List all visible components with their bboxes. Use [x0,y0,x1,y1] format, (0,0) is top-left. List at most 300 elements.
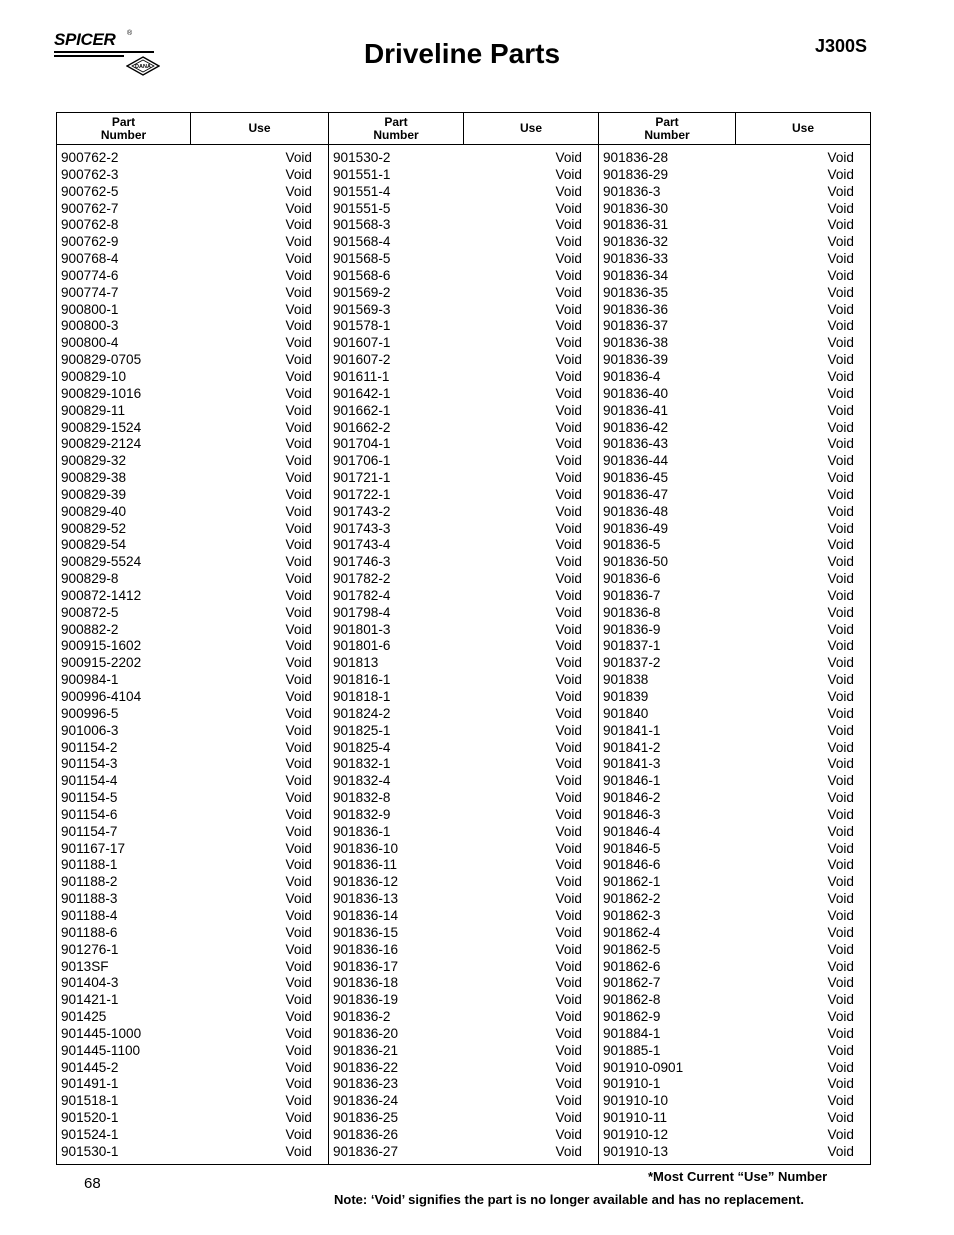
part-number-header: Part Number [329,113,464,145]
part-number-cell: 901743-2 [333,503,391,519]
use-cell: Void [555,284,582,300]
use-list [736,145,871,1164]
use-cell: Void [285,453,312,469]
page-title: Driveline Parts [363,38,561,69]
part-number-cell: 901825-4 [333,739,391,755]
part-number-cell: 900762-5 [61,183,119,199]
use-cell: Void [827,689,854,704]
use-cell: Void [827,537,854,553]
use-cell: Void [555,537,582,553]
part-number-cell: 901836-32 [603,234,669,250]
part-number-cell: 901862-5 [603,941,661,957]
dana-badge-text: DANA [135,64,151,70]
use-cell: Void [555,368,582,384]
part-number-cell: 900829-2124 [61,436,142,452]
part-number-cell: 900800-4 [61,335,119,351]
use-cell: Void [555,857,582,873]
use-cell: Void [827,1009,854,1025]
part-number-cell: 901840 [603,705,649,721]
use-cell: Void [285,318,312,334]
part-number-cell: 900829-52 [61,520,127,536]
part-number-cell: 901836-19 [333,992,399,1008]
use-cell: Void [285,301,312,317]
use-header: Use [191,113,329,145]
part-number-cell: 900829-40 [61,503,127,519]
use-cell: Void [555,470,582,486]
use-cell: Void [555,150,582,165]
part-number-cell: 901551-5 [333,200,391,216]
part-number-cell: 901832-1 [333,756,391,772]
use-cell: Void [285,352,312,368]
part-number-cell: 901445-1100 [61,1042,141,1058]
part-number-cell: 900762-8 [61,217,119,233]
use-cell: Void [285,385,312,401]
use-cell: Void [285,941,312,957]
part-number-cell: 901568-3 [333,217,391,233]
use-cell: Void [555,1110,582,1126]
part-number-cell: 901524-1 [61,1126,119,1142]
use-cell: Void [827,217,854,233]
part-number-cell: 901798-4 [333,604,391,620]
part-number-cell: 900872-5 [61,604,119,620]
part-number-cell: 900829-10 [61,368,127,384]
part-number-cell: 901836-24 [333,1093,399,1109]
use-cell: Void [827,368,854,384]
part-number-cell: 901445-2 [61,1059,119,1075]
part-number-cell: 901836-6 [603,571,661,587]
part-number-cell: 901836-1 [333,823,391,839]
part-number-cell: 900829-1524 [61,419,142,435]
part-number-cell: 901569-3 [333,301,391,317]
use-list [464,145,599,1164]
use-cell: Void [555,840,582,856]
use-cell: Void [285,150,312,165]
use-cell: Void [827,352,854,368]
use-cell: Void [285,217,312,233]
use-cell: Void [285,1076,312,1092]
use-cell: Void [555,722,582,738]
use-cell: Void [555,453,582,469]
use-list [191,145,329,1164]
part-number-cell: 901862-7 [603,975,661,991]
use-cell: Void [555,587,582,603]
part-number-cell: 901491-1 [61,1076,119,1092]
part-number-cell: 901154-7 [61,823,118,839]
part-number-cell: 901836-13 [333,891,399,907]
part-number-cell: 901188-1 [61,857,118,873]
part-number-cell: 901662-2 [333,419,391,435]
use-cell: Void [555,166,582,182]
use-cell: Void [555,958,582,974]
part-number-cell: 901841-3 [603,756,661,772]
part-number-cell: 901404-3 [61,975,119,991]
use-cell: Void [285,419,312,435]
part-number-cell: 901188-3 [61,891,118,907]
part-number-cell: 901836-48 [603,503,669,519]
use-cell: Void [285,739,312,755]
part-number-cell: 901836-2 [333,1009,391,1025]
part-number-cell: 901836-5 [603,537,661,553]
page-number: 68 [84,1175,101,1192]
use-cell: Void [555,806,582,822]
part-number-cell: 900774-7 [61,284,119,300]
use-cell: Void [555,234,582,250]
use-header: Use [736,113,871,145]
use-cell: Void [827,470,854,486]
use-cell: Void [827,1126,854,1142]
use-cell: Void [285,857,312,873]
part-number-cell: 901846-5 [603,840,661,856]
use-cell: Void [827,520,854,536]
use-cell: Void [555,385,582,401]
part-number-cell: 901568-5 [333,251,391,267]
use-cell: Void [827,1076,854,1092]
part-number-cell: 901837-1 [603,638,661,654]
part-number-cell: 901836-38 [603,335,669,351]
use-cell: Void [827,1143,854,1159]
part-number-cell: 901841-1 [603,722,661,738]
use-cell: Void [285,520,312,536]
part-number-cell: 901836-29 [603,166,669,182]
use-cell: Void [555,705,582,721]
part-number-cell: 901910-12 [603,1126,669,1142]
use-cell: Void [285,166,312,182]
part-number-cell: 900829-0705 [61,352,142,368]
part-number-cell: 901836-22 [333,1059,399,1075]
use-cell: Void [827,857,854,873]
part-number-cell: 901188-4 [61,907,118,923]
part-number-cell: 901530-2 [333,150,391,165]
use-cell: Void [285,1025,312,1041]
use-cell: Void [827,705,854,721]
use-cell: Void [827,840,854,856]
part-number-cell: 901551-4 [333,183,391,199]
use-cell: Void [827,486,854,502]
part-number-cell: 901722-1 [333,486,391,502]
use-cell: Void [827,335,854,351]
part-number-cell: 901836-10 [333,840,399,856]
use-cell: Void [827,739,854,755]
use-cell: Void [827,621,854,637]
use-cell: Void [285,907,312,923]
use-cell: Void [827,790,854,806]
use-cell: Void [285,924,312,940]
part-number-cell: 901846-6 [603,857,661,873]
part-number-cell: 901836-44 [603,453,669,469]
use-cell: Void [555,217,582,233]
part-number-cell: 901836-23 [333,1076,399,1092]
use-cell: Void [555,1093,582,1109]
part-number-cell: 901836-31 [603,217,669,233]
part-number-cell: 901836-43 [603,436,669,452]
use-cell: Void [555,1076,582,1092]
use-cell: Void [285,705,312,721]
part-number-cell: 901154-6 [61,806,118,822]
part-number-cell: 901824-2 [333,705,391,721]
part-number-list [599,145,736,1164]
part-number-cell: 901832-8 [333,790,391,806]
use-cell: Void [285,638,312,654]
use-cell: Void [555,907,582,923]
use-cell: Void [555,200,582,216]
part-number-list [57,145,191,1164]
part-number-cell: 901837-2 [603,655,661,671]
part-number-cell: 901568-6 [333,267,391,283]
use-cell: Void [827,200,854,216]
part-number-cell: 901910-10 [603,1093,669,1109]
part-number-cell: 901816-1 [333,672,391,688]
part-number-cell: 901836-42 [603,419,669,435]
part-number-cell: 901568-4 [333,234,391,250]
use-cell: Void [827,1093,854,1109]
use-cell: Void [555,267,582,283]
part-number-cell: 901836-9 [603,621,661,637]
part-number-cell: 901836-33 [603,251,669,267]
part-number-cell: 901782-4 [333,587,391,603]
part-number-cell: 901825-1 [333,722,391,738]
part-number-cell: 901704-1 [333,436,391,452]
part-number-cell: 901836-11 [333,857,397,873]
part-number-cell: 900829-11 [61,402,125,418]
use-cell: Void [827,874,854,890]
part-number-cell: 901167-17 [61,840,125,856]
use-cell: Void [285,571,312,587]
use-cell: Void [285,1059,312,1075]
use-cell: Void [555,554,582,570]
use-cell: Void [555,604,582,620]
part-number-cell: 900872-1412 [61,587,142,603]
use-cell: Void [285,470,312,486]
use-cell: Void [285,891,312,907]
part-number-cell: 901530-1 [61,1143,119,1159]
use-cell: Void [285,689,312,704]
use-cell: Void [285,234,312,250]
use-cell: Void [285,183,312,199]
use-cell: Void [827,301,854,317]
part-number-cell: 901846-3 [603,806,661,822]
use-cell: Void [555,891,582,907]
part-number-cell: 901154-3 [61,756,118,772]
use-cell: Void [827,150,854,165]
use-cell: Void [285,874,312,890]
use-cell: Void [827,992,854,1008]
use-cell: Void [827,638,854,654]
part-number-cell: 901425 [61,1009,107,1025]
use-cell: Void [555,924,582,940]
part-number-header: Part Number [599,113,736,145]
table-body-row [57,145,871,1165]
use-cell: Void [285,251,312,267]
part-number-cell: 901839 [603,689,649,704]
part-number-cell: 901836-50 [603,554,669,570]
use-header: Use [464,113,599,145]
part-number-cell: 900768-4 [61,251,119,267]
part-number-cell: 900762-7 [61,200,119,216]
void-note: Note: ‘Void’ signifies the part is no longer available and has no replacement. [334,1192,805,1207]
part-number-cell: 901154-5 [61,790,118,806]
use-cell: Void [827,773,854,789]
part-number-cell: 901706-1 [333,453,391,469]
part-number-cell: 901884-1 [603,1025,661,1041]
parts-table [56,112,871,1165]
part-number-cell: 901569-2 [333,284,391,300]
part-number-cell: 901862-1 [603,874,661,890]
use-cell: Void [827,756,854,772]
use-cell: Void [555,503,582,519]
use-cell: Void [285,1110,312,1126]
part-number-cell: 900996-4104 [61,689,142,704]
part-number-cell: 900829-54 [61,537,127,553]
use-cell: Void [285,436,312,452]
part-number-cell: 901862-8 [603,992,661,1008]
use-cell: Void [285,1042,312,1058]
part-number-cell: 901846-1 [603,773,661,789]
part-number-cell: 900800-3 [61,318,119,334]
use-cell: Void [285,1143,312,1159]
use-cell: Void [827,436,854,452]
part-number-cell: 900762-9 [61,234,119,250]
use-cell: Void [827,318,854,334]
part-number-cell: 901910-11 [603,1110,667,1126]
part-number-cell: 900915-1602 [61,638,142,654]
part-number-cell: 901154-4 [61,773,118,789]
part-number-cell: 901836-35 [603,284,669,300]
use-cell: Void [555,335,582,351]
part-number-cell: 901910-1 [603,1076,661,1092]
use-cell: Void [285,958,312,974]
part-number-list [329,145,464,1164]
part-number-cell: 901836-4 [603,368,661,384]
use-cell: Void [285,284,312,300]
use-cell: Void [555,756,582,772]
use-cell: Void [827,267,854,283]
part-number-cell: 900800-1 [61,301,119,317]
part-number-cell: 901862-4 [603,924,661,940]
use-cell: Void [827,1042,854,1058]
part-number-cell: 901006-3 [61,722,119,738]
part-number-cell: 901836-21 [333,1042,399,1058]
part-number-cell: 901813 [333,655,379,671]
use-cell: Void [555,1009,582,1025]
part-number-cell: 901743-3 [333,520,391,536]
part-number-cell: 900984-1 [61,672,119,688]
part-number-cell: 901836-36 [603,301,669,317]
use-cell: Void [285,503,312,519]
part-number-cell: 901836-26 [333,1126,399,1142]
use-cell: Void [555,638,582,654]
part-number-cell: 901836-15 [333,924,399,940]
part-number-cell: 901836-12 [333,874,399,890]
part-number-cell: 901836-20 [333,1025,399,1041]
part-number-cell: 901551-1 [333,166,391,182]
use-cell: Void [555,402,582,418]
part-number-cell: 901836-27 [333,1143,399,1159]
part-number-cell: 901885-1 [603,1042,661,1058]
part-number-cell: 900829-32 [61,453,127,469]
use-cell: Void [555,318,582,334]
use-cell: Void [555,621,582,637]
use-cell: Void [827,419,854,435]
use-cell: Void [285,335,312,351]
use-cell: Void [285,604,312,620]
use-cell: Void [555,301,582,317]
current-use-note: *Most Current “Use” Number [648,1169,828,1184]
part-number-cell: 901520-1 [61,1110,119,1126]
use-cell: Void [555,1025,582,1041]
use-cell: Void [555,655,582,671]
use-cell: Void [555,874,582,890]
part-number-cell: 900996-5 [61,705,119,721]
part-number-cell: 901188-2 [61,874,118,890]
use-cell: Void [555,183,582,199]
use-cell: Void [827,587,854,603]
part-number-cell: 901836-3 [603,183,661,199]
use-cell: Void [555,352,582,368]
part-number-cell: 901801-6 [333,638,391,654]
part-number-cell: 901578-1 [333,318,391,334]
part-number-cell: 900829-38 [61,470,127,486]
part-number-cell: 901836-7 [603,587,661,603]
logo-wordmark: SPICER [54,30,116,49]
part-number-cell: 901662-1 [333,402,391,418]
use-cell: Void [285,672,312,688]
part-number-cell: 901188-6 [61,924,118,940]
part-number-cell: 901836-45 [603,470,669,486]
use-cell: Void [555,571,582,587]
use-cell: Void [555,739,582,755]
use-cell: Void [285,621,312,637]
part-number-header: Part Number [57,113,191,145]
part-number-cell: 900829-39 [61,486,127,502]
use-cell: Void [285,1009,312,1025]
use-cell: Void [827,958,854,974]
part-number-cell: 901518-1 [61,1093,119,1109]
use-cell: Void [827,284,854,300]
part-number-cell: 901782-2 [333,571,391,587]
part-number-cell: 901862-9 [603,1009,661,1025]
part-number-cell: 901611-1 [333,368,390,384]
use-cell: Void [285,1126,312,1142]
part-number-cell: 901836-8 [603,604,661,620]
use-cell: Void [285,806,312,822]
part-number-cell: 901832-9 [333,806,391,822]
use-cell: Void [285,823,312,839]
part-number-cell: 901832-4 [333,773,391,789]
part-number-cell: 901836-39 [603,352,669,368]
use-cell: Void [555,823,582,839]
part-number-cell: 901154-2 [61,739,118,755]
use-cell: Void [827,941,854,957]
part-number-cell: 901721-1 [333,470,391,486]
part-number-cell: 901836-14 [333,907,399,923]
use-cell: Void [285,554,312,570]
use-cell: Void [555,436,582,452]
use-cell: Void [555,941,582,957]
use-cell: Void [555,520,582,536]
part-number-cell: 901836-30 [603,200,669,216]
use-cell: Void [827,975,854,991]
use-cell: Void [285,722,312,738]
use-cell: Void [827,907,854,923]
part-number-cell: 901838 [603,672,649,688]
part-number-cell: 901836-18 [333,975,399,991]
use-cell: Void [555,1042,582,1058]
part-number-cell: 901836-37 [603,318,669,334]
use-cell: Void [827,166,854,182]
part-number-cell: 901642-1 [333,385,391,401]
use-cell: Void [827,571,854,587]
use-cell: Void [827,924,854,940]
